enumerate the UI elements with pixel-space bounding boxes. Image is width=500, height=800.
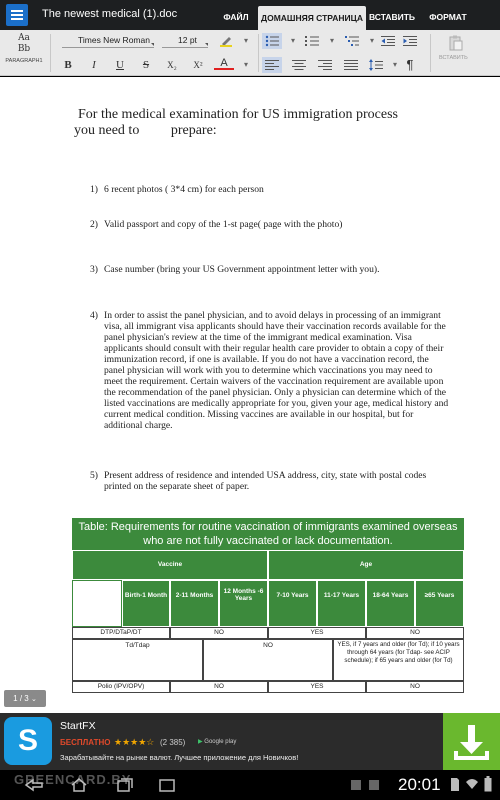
font-name-value: Times New Roman: [78, 35, 150, 45]
table-cell-vaccine: DTP/DTaP/DT: [72, 627, 170, 639]
table-cell-vaccine: Td/Tdap: [72, 639, 203, 681]
chevron-down-icon[interactable]: ▾: [243, 36, 248, 45]
download-icon: [443, 713, 500, 770]
strikethrough-button[interactable]: S: [142, 59, 150, 71]
screenshot-icon[interactable]: [158, 777, 176, 793]
store-name: Google play: [204, 739, 237, 745]
list-item: [90, 470, 450, 492]
page-number: 1 / 3: [13, 694, 29, 703]
style-label: PARAGRAPH1: [5, 58, 43, 64]
superscript-button[interactable]: X²: [193, 60, 203, 70]
chevron-down-icon[interactable]: ▾: [243, 60, 248, 69]
notification-icon: [350, 779, 362, 791]
list-number: 3): [90, 264, 98, 275]
divider: [50, 34, 51, 72]
tab-format[interactable]: ФОРМАТ: [429, 12, 467, 22]
chevron-down-icon[interactable]: ▾: [392, 60, 397, 69]
ad-rating-count: (2 385): [160, 738, 186, 747]
pilcrow-icon[interactable]: ¶: [406, 57, 414, 72]
list-item: [90, 219, 450, 230]
battery-icon: [484, 776, 492, 792]
list-text: In order to assist the panel physician, and to avoid delays in processing of an immigrant visa, all immigrant visa applicants should have their vaccination records available for the panel physician's review at the time of the immigrant medical examination. Visa applicants should consult with their regular health care provider to obtain a copy of their immunization record, if one is available. If you do not have a vaccination record, the panel physician will work with you to determine which vaccinations you may need to meet the requirement. Certain waivers of the vaccination requirement are available upon the recommendation of the panel physician. Only a physician can determine which of the listed vaccinations are medically appropriate for you, given your age, medical history and current medical condition. Missing vaccines are available in our hospital, but for additional charge.: [104, 310, 449, 431]
recent-apps-icon[interactable]: [116, 777, 134, 793]
italic-button[interactable]: I: [92, 59, 96, 71]
table-cell: YES: [268, 681, 366, 693]
ribbon-toolbar: [0, 30, 500, 76]
table-cell: YES: [268, 627, 366, 639]
chevron-down-icon: [151, 43, 154, 46]
tab-home[interactable]: ДОМАШНЯЯ СТРАНИЦА: [258, 6, 366, 30]
list-text: Case number (bring your US Government appointment letter with you).: [104, 264, 380, 275]
bullet-list-icon[interactable]: [262, 33, 282, 49]
table-cell: NO: [366, 681, 464, 693]
justify-icon[interactable]: [341, 57, 361, 73]
table-cell-vaccine: Polio (IPV/OPV): [72, 681, 170, 693]
heading-line: you need to prepare:: [74, 123, 217, 138]
align-right-icon[interactable]: [315, 57, 335, 73]
age-header-cell: 12 Months -6 Years: [219, 580, 268, 627]
align-left-icon[interactable]: [262, 57, 282, 73]
font-color-button[interactable]: A: [214, 55, 234, 70]
increase-indent-icon[interactable]: [400, 33, 420, 49]
table-cell-empty: [72, 580, 122, 627]
menu-icon[interactable]: [6, 4, 28, 26]
list-number: 4): [90, 310, 98, 321]
age-header-cell: 11-17 Years: [317, 580, 366, 627]
font-name-dropdown[interactable]: [62, 34, 154, 48]
tab-file[interactable]: ФАЙЛ: [223, 12, 249, 22]
document-heading: [74, 107, 458, 139]
ad-price: БЕСПЛАТНО: [60, 738, 111, 747]
ad-description: Зарабатывайте на рынке валют. Лучшее приложение для Новичков!: [60, 753, 299, 762]
paste-label: ВСТАВИТЬ: [439, 55, 468, 61]
list-text: Present address of residence and intended USA address, city, state with postal codes printed on the separate sheet of paper.: [104, 470, 427, 492]
play-icon: ▶: [198, 739, 203, 745]
tab-insert[interactable]: ВСТАВИТЬ: [368, 12, 416, 22]
list-item: [90, 264, 450, 275]
notification-icon: [368, 779, 380, 791]
page-indicator[interactable]: [4, 690, 46, 707]
numbered-list-icon[interactable]: [302, 33, 322, 49]
divider: [258, 34, 259, 72]
paste-icon[interactable]: [446, 33, 466, 49]
sd-card-icon: [450, 778, 460, 791]
table-header-age: Age: [268, 550, 464, 580]
app-logo-icon: S: [4, 717, 52, 765]
chevron-down-icon: [205, 43, 208, 46]
list-number: 1): [90, 184, 98, 195]
home-icon[interactable]: [70, 777, 88, 793]
chevron-down-icon[interactable]: ▾: [290, 36, 295, 45]
wifi-icon: [465, 778, 479, 790]
align-center-icon[interactable]: [289, 57, 309, 73]
document-title: The newest medical (1).doc: [42, 8, 178, 20]
table-cell: YES, if 7 years and older (for Td); if 10 years through 64 years (for Tdap- see ACIP schedule); if 65 years and older (for Td): [333, 639, 464, 681]
font-size-value: 12 pt: [178, 35, 197, 45]
subscript-button[interactable]: X₂: [167, 60, 177, 70]
rating-stars-icon: ★★★★☆: [114, 737, 155, 747]
watermark: GREENCARD.BY: [14, 772, 132, 787]
back-icon[interactable]: [24, 778, 46, 792]
age-header-cell: 18-64 Years: [366, 580, 415, 627]
line-spacing-icon[interactable]: [366, 57, 386, 73]
list-item: [90, 184, 450, 195]
title-bar: [0, 0, 500, 30]
table-cell: NO: [170, 627, 268, 639]
font-size-dropdown[interactable]: [162, 34, 208, 48]
ad-banner[interactable]: [0, 713, 500, 770]
age-header-cell: 7-10 Years: [268, 580, 317, 627]
underline-button[interactable]: U: [116, 59, 124, 71]
chevron-down-icon[interactable]: ▾: [369, 36, 374, 45]
list-number: 2): [90, 219, 98, 230]
bold-button[interactable]: B: [64, 59, 72, 71]
google-play-badge: [198, 738, 236, 745]
age-header-cell: ≥65 Years: [415, 580, 464, 627]
list-number: 5): [90, 470, 98, 481]
table-cell: NO: [170, 681, 268, 693]
style-preview-bb: Bb: [17, 44, 31, 54]
chevron-down-icon: ⌄: [30, 696, 37, 703]
heading-line: For the medical examination for US immigration process: [78, 107, 398, 122]
chevron-down-icon[interactable]: ▾: [329, 36, 334, 45]
list-text: Valid passport and copy of the 1-st page( page with the photo): [104, 219, 343, 230]
table-cell: NO: [203, 639, 333, 681]
age-header-cell: Birth-1 Month: [122, 580, 170, 627]
list-item: [90, 310, 450, 431]
pen-highlight-icon[interactable]: [216, 33, 236, 49]
style-preview-aa: Aa: [18, 33, 30, 43]
table-caption: Table: Requirements for routine vaccination of immigrants examined overseas who are not fully vaccinated or lack documentation.: [72, 518, 464, 550]
system-bar: [0, 770, 500, 800]
age-header-cell: 2-11 Months: [170, 580, 219, 627]
decrease-indent-icon[interactable]: [378, 33, 398, 49]
table-header-vaccine: Vaccine: [72, 550, 268, 580]
paragraph-style-picker[interactable]: [4, 32, 44, 72]
document-page[interactable]: [0, 77, 500, 713]
list-text: 6 recent photos ( 3*4 cm) for each person: [104, 184, 264, 195]
table-cell: NO: [366, 627, 464, 639]
download-button[interactable]: [443, 713, 500, 770]
multilevel-list-icon[interactable]: [342, 33, 362, 49]
divider: [430, 34, 431, 72]
clock: 20:01: [398, 775, 441, 794]
ad-app-name: StartFX: [60, 720, 96, 732]
